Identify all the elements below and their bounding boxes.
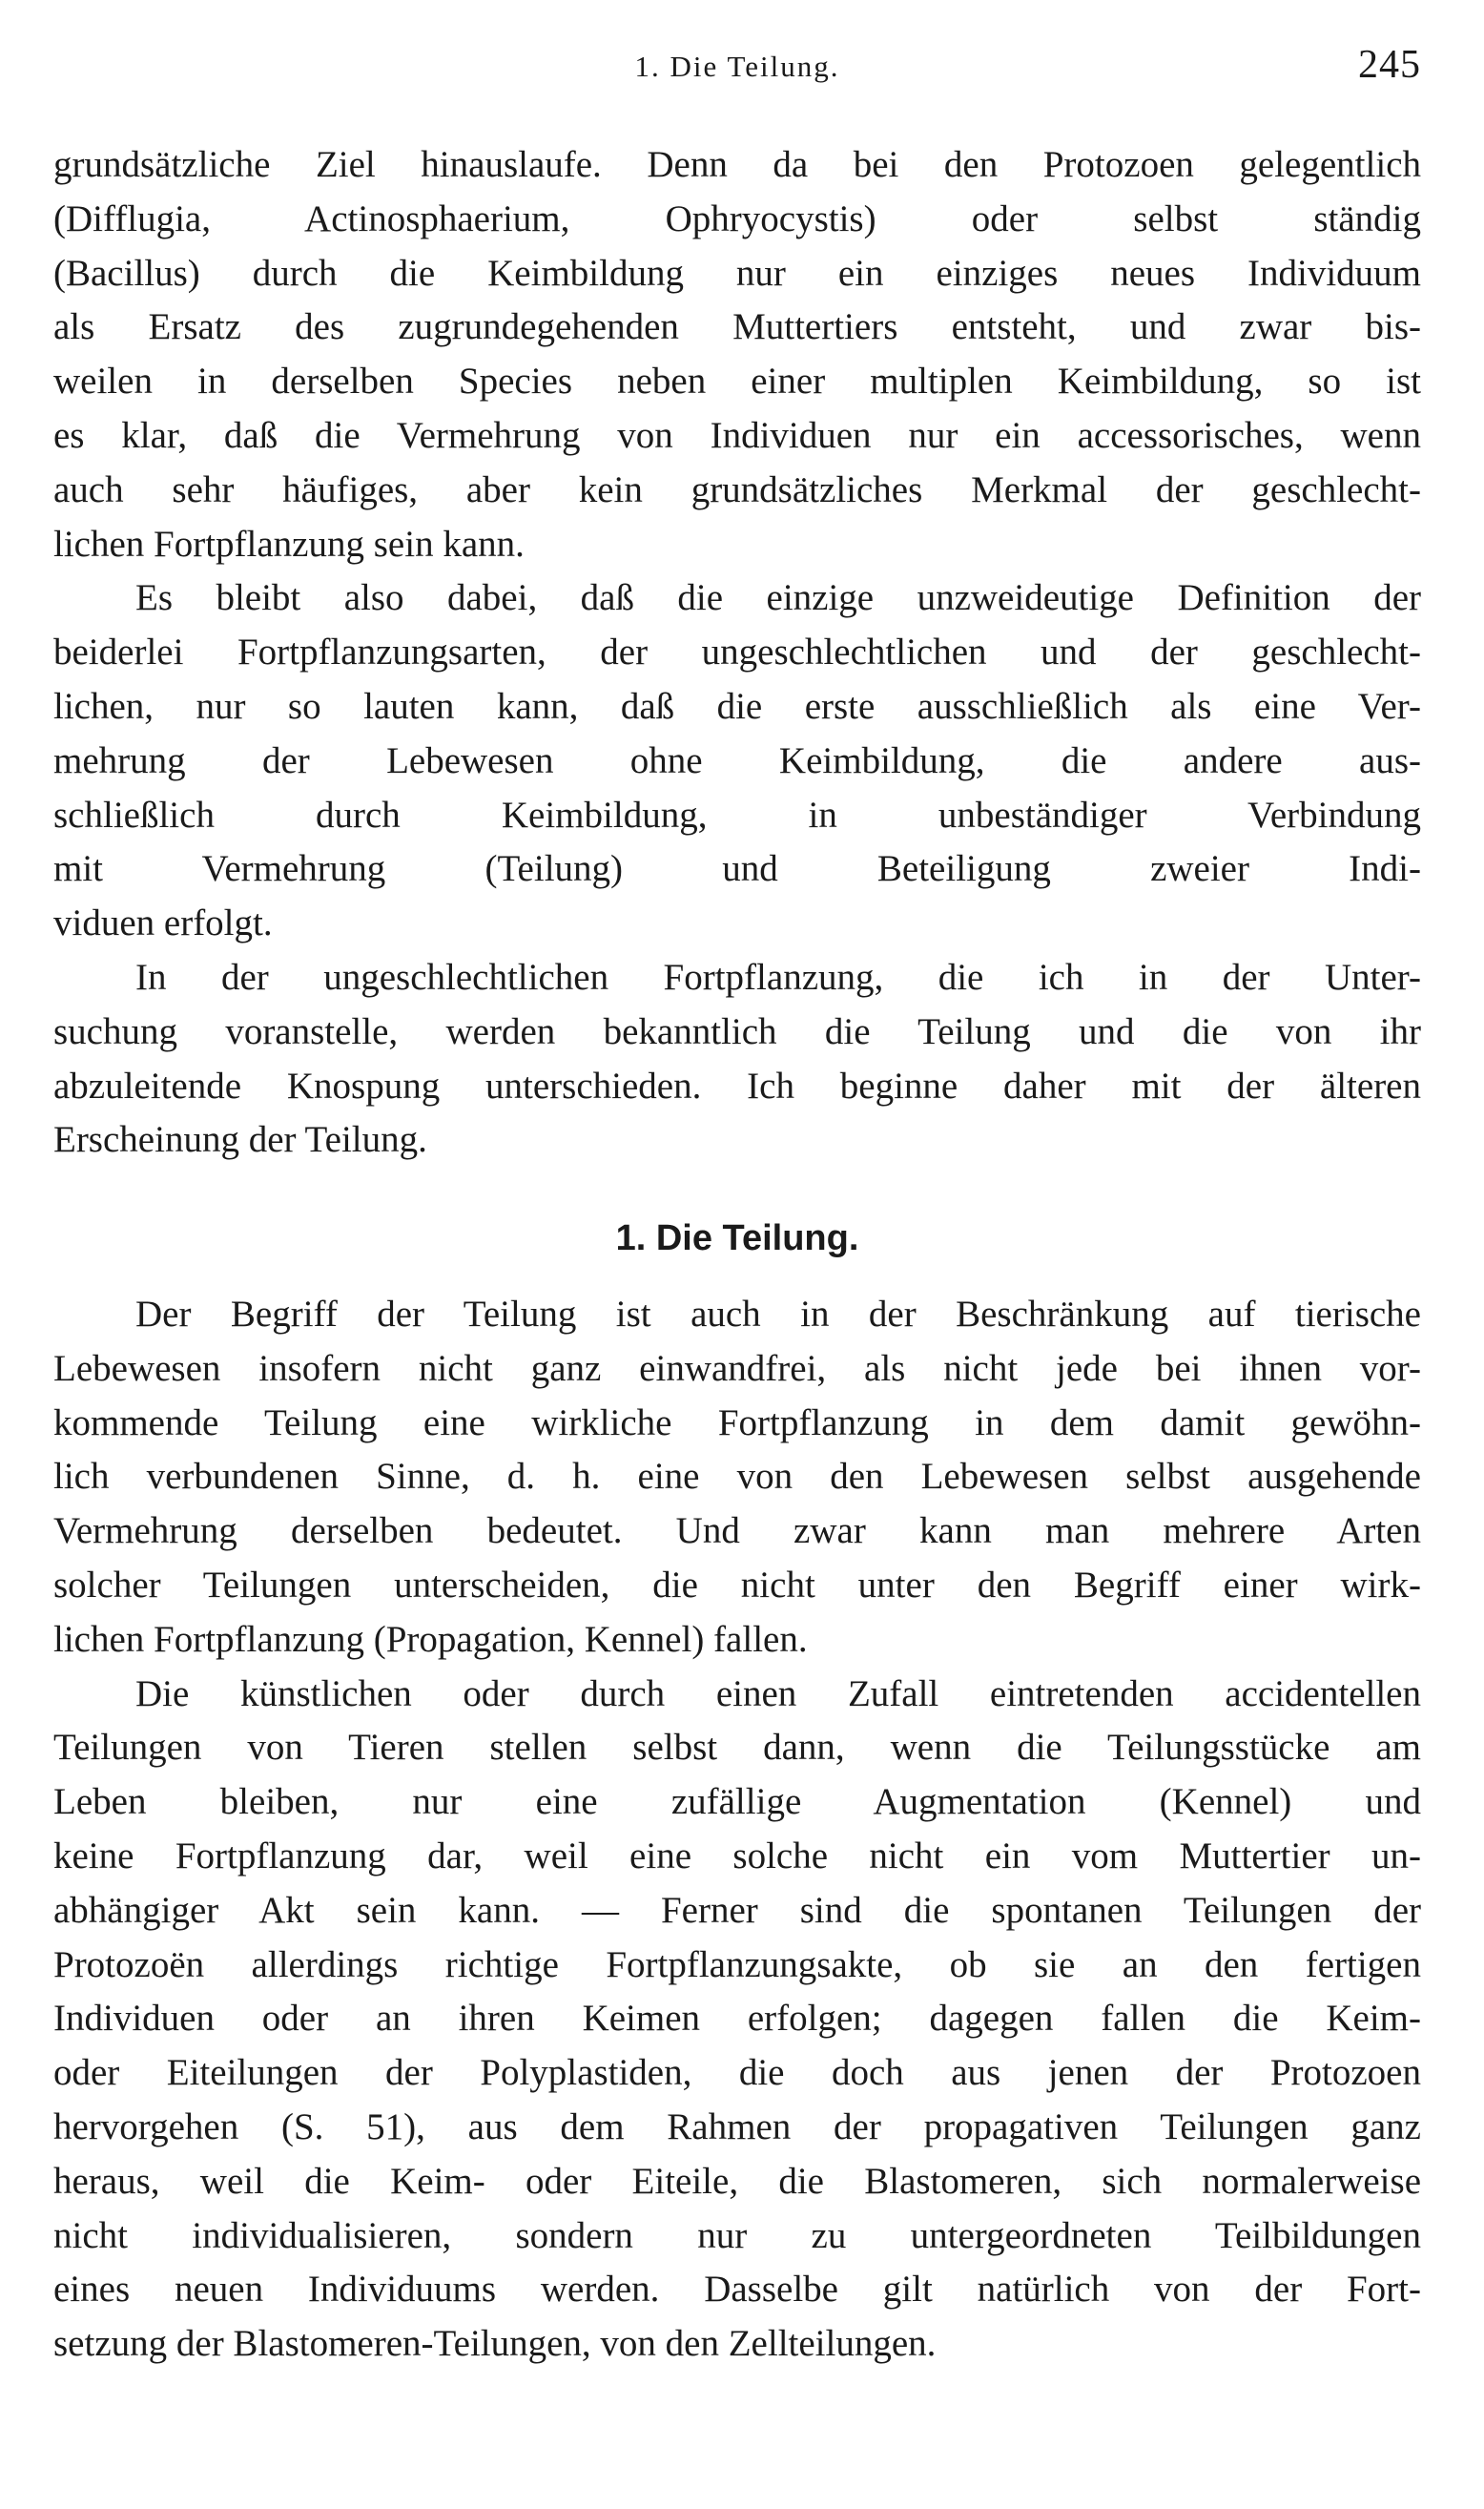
paragraph-first-line: In der ungeschlechtlichen Fortpflanzung, die ich in der Unter- (135, 956, 1421, 998)
paragraph-first-line: Die künstlichen oder durch einen Zufall eintretenden accidentellen (135, 1672, 1421, 1714)
text-line: mehrung der Lebewesen ohne Keimbildung, die andere aus- (53, 739, 1421, 781)
text-line: abhängiger Akt sein kann. — Ferner sind die spontanen Teilungen der (53, 1889, 1421, 1931)
text-line: lichen Fortpflanzung sein kann. (53, 523, 525, 565)
text-line: solcher Teilungen unterscheiden, die nicht unter den Begriff einer wirk- (53, 1564, 1421, 1606)
text-line: oder Eiteilungen der Polyplastiden, die doch aus jenen der Protozoen (53, 2052, 1421, 2094)
text-line: (Difflugia, Actinosphaerium, Ophryocystis) oder selbst ständig (53, 197, 1421, 239)
text-line: beiderlei Fortpflanzungsarten, der ungeschlechtlichen und der geschlecht- (53, 632, 1421, 674)
running-head (53, 42, 1421, 90)
text-block-section (53, 1288, 1421, 2372)
running-title: 1. Die Teilung. (634, 50, 840, 83)
text-line: lich verbundenen Sinne, d. h. eine von den Lebewesen selbst ausgehende (53, 1456, 1421, 1498)
text-line: Protozoën allerdings richtige Fortpflanzungsakte, ob sie an den fertigen (53, 1943, 1421, 1985)
text-line: viduen erfolgt. (53, 902, 273, 944)
text-line: lichen Fortpflanzung (Propagation, Kennel) fallen. (53, 1618, 808, 1660)
text-block-continuation (53, 138, 1421, 1168)
text-line: schließlich durch Keimbildung, in unbeständiger Verbindung (53, 794, 1421, 836)
text-line: Leben bleiben, nur eine zufällige Augmentation (Kennel) und (53, 1781, 1421, 1823)
section-heading: 1. Die Teilung. (615, 1218, 859, 1258)
paragraph-first-line: Der Begriff der Teilung ist auch in der Beschränkung auf tierische (135, 1294, 1421, 1335)
text-line: abzuleitende Knospung unterschieden. Ich beginne daher mit der älteren (53, 1065, 1421, 1107)
text-line: eines neuen Individuums werden. Dasselbe gilt natürlich von der Fort- (53, 2269, 1421, 2311)
text-line: setzung der Blastomeren-Teilungen, von den Zellteilungen. (53, 2323, 937, 2365)
text-line: suchung voranstelle, werden bekanntlich die Teilung und die von ihr (53, 1010, 1421, 1052)
text-line: nicht individualisieren, sondern nur zu untergeordneten Teilbildungen (53, 2214, 1421, 2256)
text-line: heraus, weil die Keim- oder Eiteile, die Blastomeren, sich normalerweise (53, 2160, 1421, 2202)
text-line: grundsätzliche Ziel hinauslaufe. Denn da bei den Protozoen gelegentlich (53, 144, 1421, 185)
text-line: Teilungen von Tieren stellen selbst dann, wenn die Teilungsstücke am (53, 1727, 1421, 1769)
text-line: Lebewesen insofern nicht ganz einwandfrei, als nicht jede bei ihnen vor- (53, 1347, 1421, 1389)
text-line: kommende Teilung eine wirkliche Fortpflanzung in dem damit gewöhn- (53, 1401, 1421, 1443)
text-line: Individuen oder an ihren Keimen erfolgen; dagegen fallen die Keim- (53, 1998, 1421, 2040)
page-number: 245 (1358, 43, 1421, 87)
text-line: hervorgehen (S. 51), aus dem Rahmen der propagativen Teilungen ganz (53, 2105, 1421, 2147)
text-line: lichen, nur so lauten kann, daß die erste ausschließlich als eine Ver- (53, 685, 1421, 727)
text-line: Erscheinung der Teilung. (53, 1119, 427, 1161)
text-line: Vermehrung derselben bedeutet. Und zwar kann man mehrere Arten (53, 1510, 1421, 1552)
text-line: es klar, daß die Vermehrung von Individuen nur ein accessorisches, wenn (53, 414, 1421, 456)
text-line: weilen in derselben Species neben einer multiplen Keimbildung, so ist (53, 361, 1421, 403)
text-line: (Bacillus) durch die Keimbildung nur ein einziges neues Individuum (53, 252, 1421, 294)
paragraph-first-line: Es bleibt also dabei, daß die einzige unzweideutige Definition der (135, 577, 1421, 619)
text-line: auch sehr häufiges, aber kein grundsätzliches Merkmal der geschlecht- (53, 468, 1421, 510)
text-line: mit Vermehrung (Teilung) und Beteiligung zweier Indi- (53, 848, 1421, 890)
text-line: keine Fortpflanzung dar, weil eine solche nicht ein vom Muttertier un- (53, 1835, 1421, 1877)
text-line: als Ersatz des zugrundegehenden Muttertiers entsteht, und zwar bis- (53, 306, 1421, 348)
